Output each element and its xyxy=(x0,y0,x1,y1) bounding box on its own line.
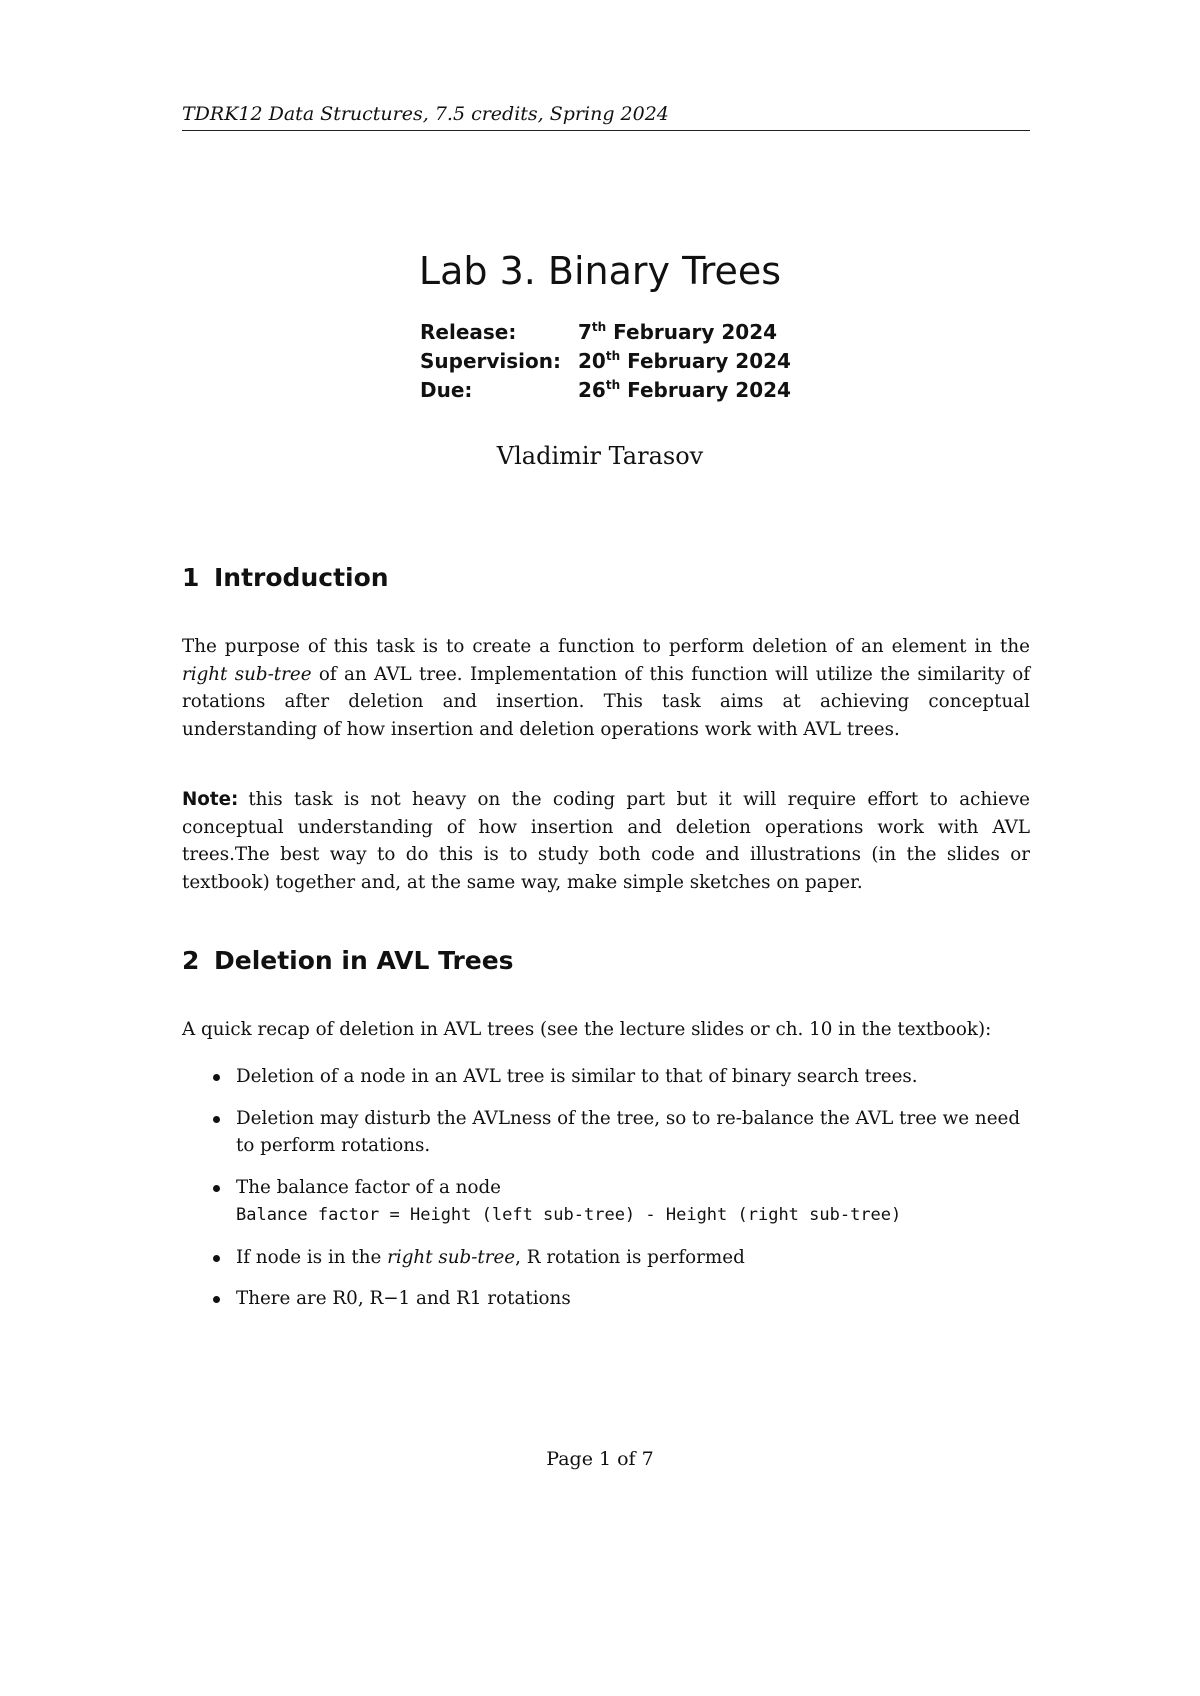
section-title: Introduction xyxy=(214,563,389,592)
date-day: 20 xyxy=(578,349,606,373)
text-run: of an AVL tree. Implementation of this function will utilize the similarity of rotations after deletion and insertion. This task aims at achieving conceptual understanding of how insertion and deletion operations work with AVL trees. xyxy=(182,663,1030,740)
bullet-dot-icon xyxy=(213,1296,220,1303)
note-text: this task is not heavy on the coding part but it will require effort to achieve conceptual understanding of how insertion and deletion operations work with AVL trees.The best way to do this is to study both code and illustrations (in the slides or textbook) together and, at the same way, make simple sketches on paper. xyxy=(182,789,1030,893)
list-item xyxy=(182,1105,1030,1160)
date-label: Supervision: xyxy=(420,349,562,373)
section-2-heading xyxy=(182,945,514,977)
page-number: Page 1 of 7 xyxy=(546,1448,654,1470)
date-rest: February 2024 xyxy=(620,378,791,402)
date-label: Due: xyxy=(420,378,473,402)
dates-table xyxy=(420,318,791,405)
note-paragraph xyxy=(182,786,1030,896)
emphasis-text: right sub-tree xyxy=(387,1246,516,1268)
bullet-dot-icon xyxy=(213,1185,220,1192)
section-1-heading xyxy=(182,562,389,594)
date-row-supervision xyxy=(420,347,791,376)
course-line: TDRK12 Data Structures, 7.5 credits, Spring 2024 xyxy=(182,103,669,125)
list-item-text: Deletion of a node in an AVL tree is similar to that of binary search trees. xyxy=(236,1066,918,1087)
date-day: 26 xyxy=(578,378,606,402)
date-label: Release: xyxy=(420,320,517,344)
bullet-dot-icon xyxy=(213,1074,220,1081)
text-run: The purpose of this task is to create a function to perform deletion of an element in the xyxy=(182,636,1030,657)
list-item-text: Deletion may disturb the AVLness of the tree, so to re-balance the AVL tree we need to perform rotations. xyxy=(236,1107,1021,1156)
date-suffix: th xyxy=(605,378,621,392)
intro-paragraph xyxy=(182,633,1030,743)
list-item xyxy=(182,1174,1030,1230)
list-item xyxy=(182,1244,1030,1272)
document-title: Lab 3. Binary Trees xyxy=(418,249,782,293)
date-day: 7 xyxy=(578,320,592,344)
running-header xyxy=(182,100,1030,131)
date-rest: February 2024 xyxy=(606,320,778,344)
date-row-due xyxy=(420,376,791,405)
emphasis-text: right sub-tree xyxy=(182,663,312,685)
date-suffix: th xyxy=(591,320,607,334)
section-number: 1 xyxy=(182,563,200,592)
note-label: Note: xyxy=(182,789,239,810)
section-title: Deletion in AVL Trees xyxy=(214,946,514,975)
author-name: Vladimir Tarasov xyxy=(496,442,704,470)
list-item xyxy=(182,1063,1030,1091)
balance-factor-formula: Balance factor = Height (left sub-tree) - Height (right sub-tree) xyxy=(236,1205,902,1225)
list-item xyxy=(182,1285,1030,1313)
recap-intro: A quick recap of deletion in AVL trees (see the lecture slides or ch. 10 in the textbook): xyxy=(182,1019,992,1040)
list-item-text: , R rotation is performed xyxy=(515,1246,745,1268)
bullet-dot-icon xyxy=(213,1116,220,1123)
date-row-release xyxy=(420,318,791,347)
list-item-text: There are R0, R−1 and R1 rotations xyxy=(236,1288,571,1309)
list-item-text: If node is in the xyxy=(236,1246,388,1268)
date-rest: February 2024 xyxy=(620,349,791,373)
bullet-dot-icon xyxy=(213,1255,220,1262)
section-number: 2 xyxy=(182,946,200,975)
list-item-text: The balance factor of a node xyxy=(236,1176,501,1198)
date-suffix: th xyxy=(605,349,621,363)
recap-list xyxy=(182,1063,1030,1327)
